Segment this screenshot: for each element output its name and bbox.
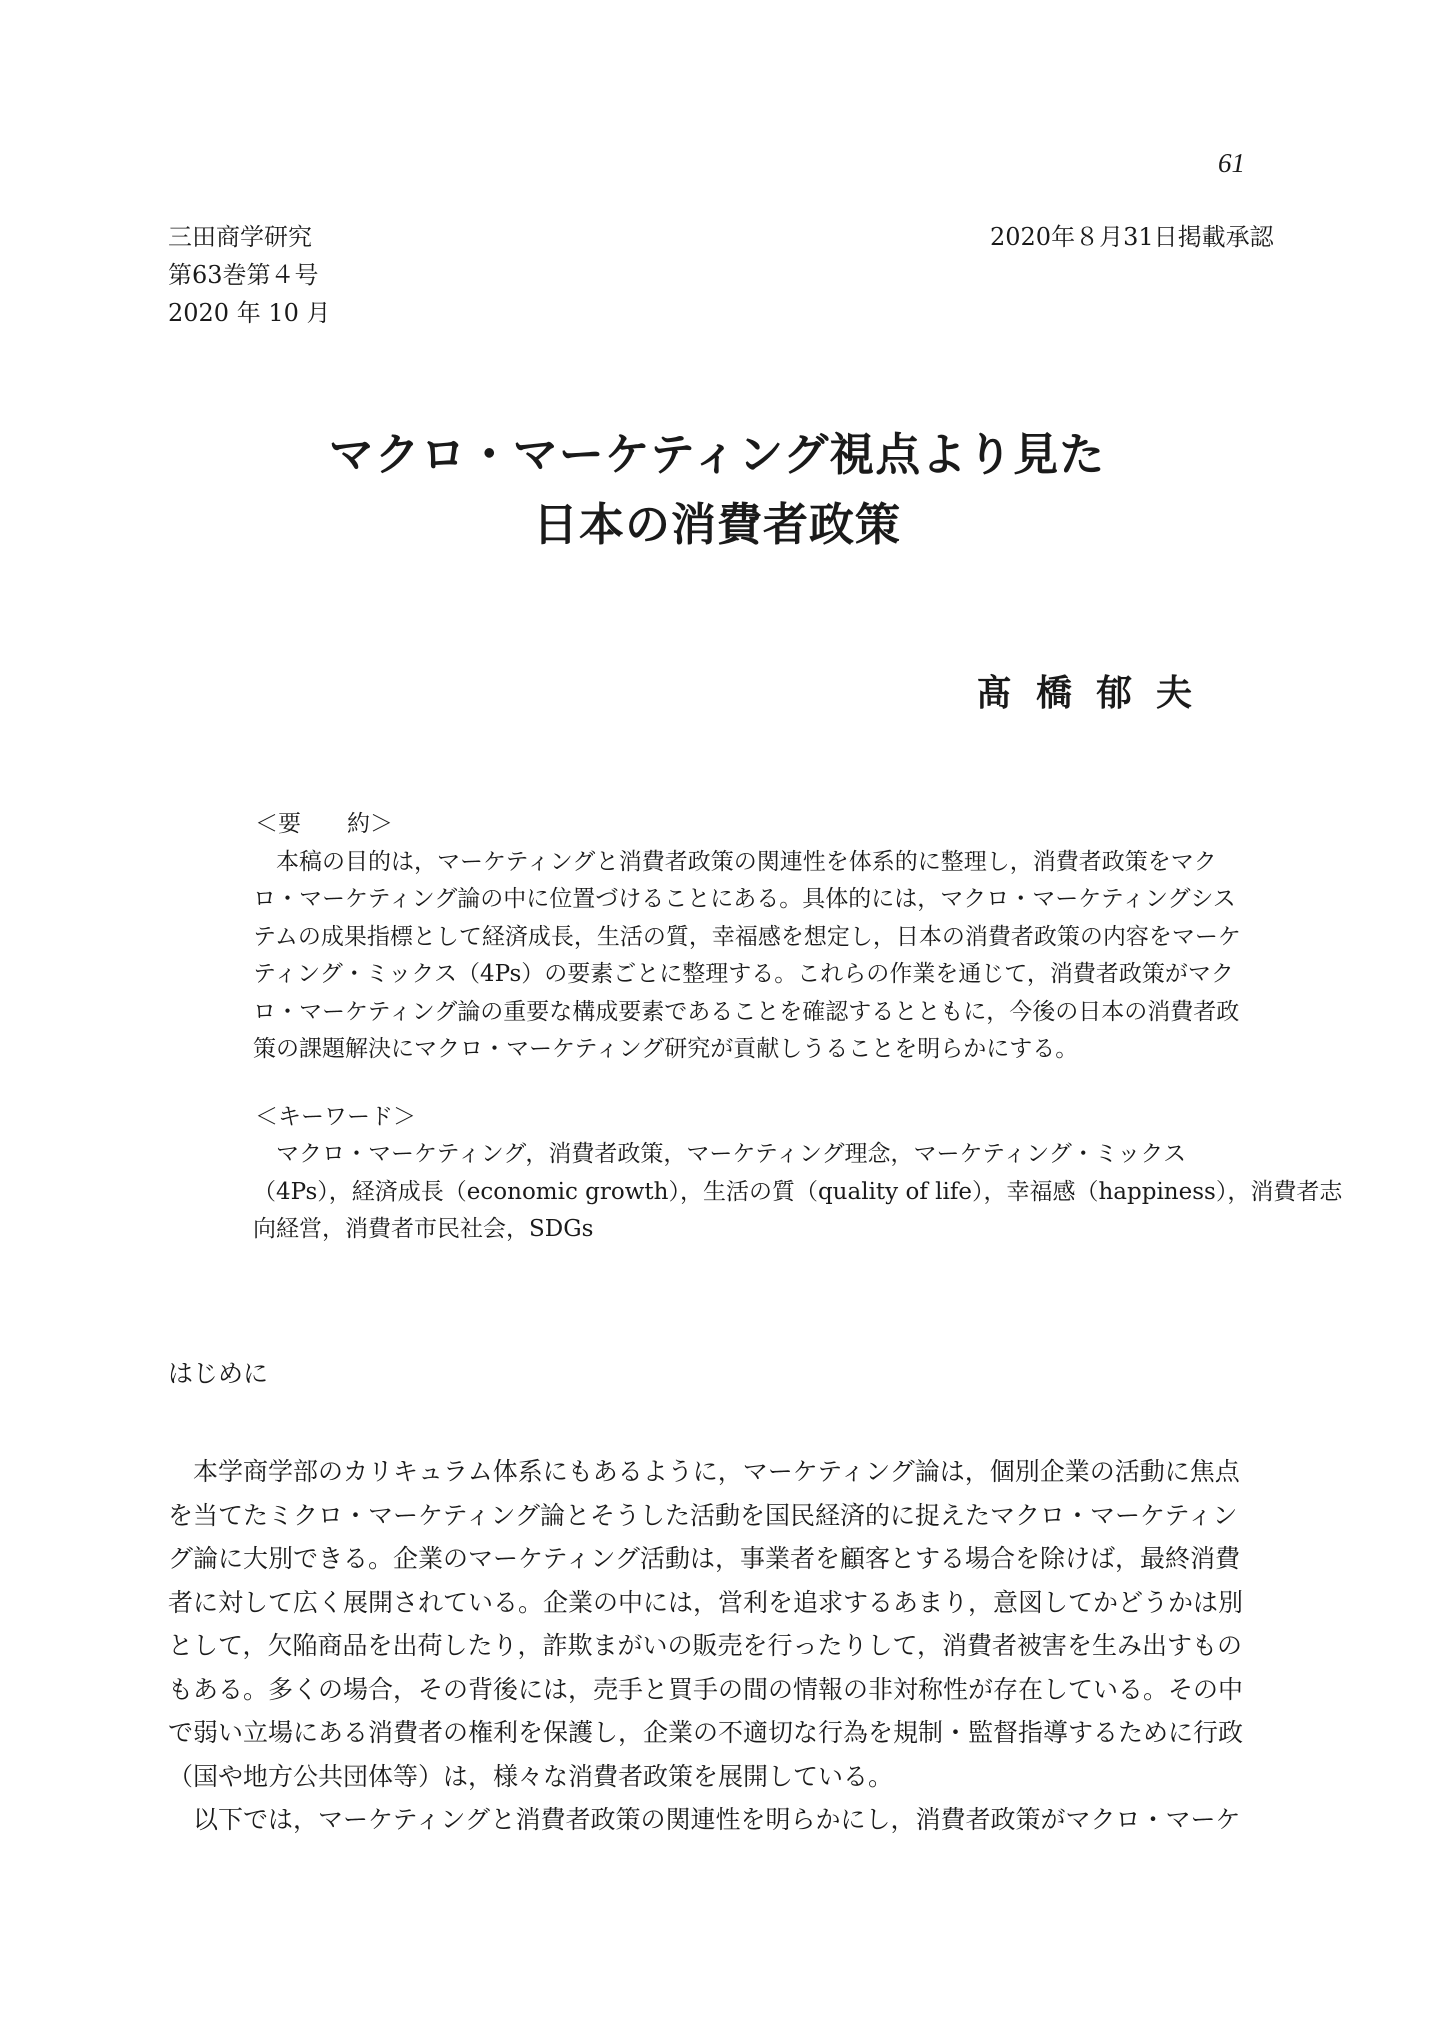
title-line-1: マクロ・マーケティング視点より見た [328, 428, 1106, 481]
paragraph-line: として，欠陥商品を出荷したり，詐欺まがいの販売を行ったりして，消費者被害を生み出すもの [168, 1631, 1243, 1660]
abstract-line: 本稿の目的は，マーケティングと消費者政策の関連性を体系的に整理し，消費者政策をマク [253, 848, 1217, 875]
body-text [168, 1450, 1276, 1842]
paragraph-line: 者に対して広く展開されている。企業の中には，営利を追求するあまり，意図してかどうかは別 [168, 1587, 1244, 1617]
keywords-line: （4Ps），経済成長（economic growth），生活の質（quality of life），幸福感（happiness），消費者志 [253, 1178, 1343, 1205]
publication-date: 2020 年 10 月 [168, 299, 331, 327]
keywords-heading: ＜キーワード＞ [255, 1103, 416, 1130]
paragraph-line: もある。多くの場合，その背後には，売手と買手の間の情報の非対称性が存在している。その中 [168, 1674, 1244, 1704]
title-line-2: 日本の消費者政策 [532, 498, 901, 551]
paper-title [0, 420, 1434, 560]
author-name: 髙橋郁夫 [976, 672, 1217, 714]
paragraph-line: グ論に大別できる。企業のマーケティング活動は，事業者を顧客とする場合を除けば，最終消費 [168, 1544, 1241, 1573]
keywords-line: マクロ・マーケティング，消費者政策，マーケティング理念，マーケティング・ミックス [253, 1141, 1187, 1167]
paragraph-line: （国や地方公共団体等）は，様々な消費者政策を展開している。 [168, 1761, 894, 1791]
section-heading: はじめに [168, 1359, 269, 1388]
abstract-heading: ＜要 約＞ [255, 811, 393, 837]
keywords-line: 向経営，消費者市民社会，SDGs [253, 1216, 594, 1242]
approval-date: 2020年８月31日掲載承認 [990, 223, 1274, 251]
journal-name: 三田商学研究 [168, 223, 312, 251]
paragraph-line: で弱い立場にある消費者の権利を保護し，企業の不適切な行為を規制・監督指導するために行政 [168, 1718, 1244, 1747]
paragraph-line: を当てたミクロ・マーケティング論とそうした活動を国民経済的に捉えたマクロ・マーケティン [168, 1500, 1238, 1530]
abstract-line: ティング・ミックス（4Ps）の要素ごとに整理する。これらの作業を通じて，消費者政策がマク [253, 961, 1234, 987]
abstract-line: ロ・マーケティング論の重要な構成要素であることを確認するとともに，今後の日本の消費者政 [253, 998, 1240, 1025]
page-number: 61 [1218, 148, 1245, 178]
journal-info [168, 218, 331, 332]
abstract-line: ロ・マーケティング論の中に位置づけることにある。具体的には，マクロ・マーケティングシス [253, 886, 1236, 912]
abstract-section [253, 806, 1343, 1249]
paragraph-line: 本学商学部のカリキュラム体系にもあるように，マーケティング論は，個別企業の活動に焦点 [168, 1457, 1240, 1486]
paragraph-line: 以下では，マーケティングと消費者政策の関連性を明らかにし，消費者政策がマクロ・マーケ [168, 1805, 1241, 1834]
spacer [253, 1069, 1275, 1099]
abstract-line: 策の課題解決にマクロ・マーケティング研究が貢献しうることを明らかにする。 [253, 1036, 1079, 1062]
volume-issue: 第63巻第４号 [168, 261, 319, 289]
abstract-line: テムの成果指標として経済成長，生活の質，幸福感を想定し，日本の消費者政策の内容をマーケ [253, 923, 1241, 950]
